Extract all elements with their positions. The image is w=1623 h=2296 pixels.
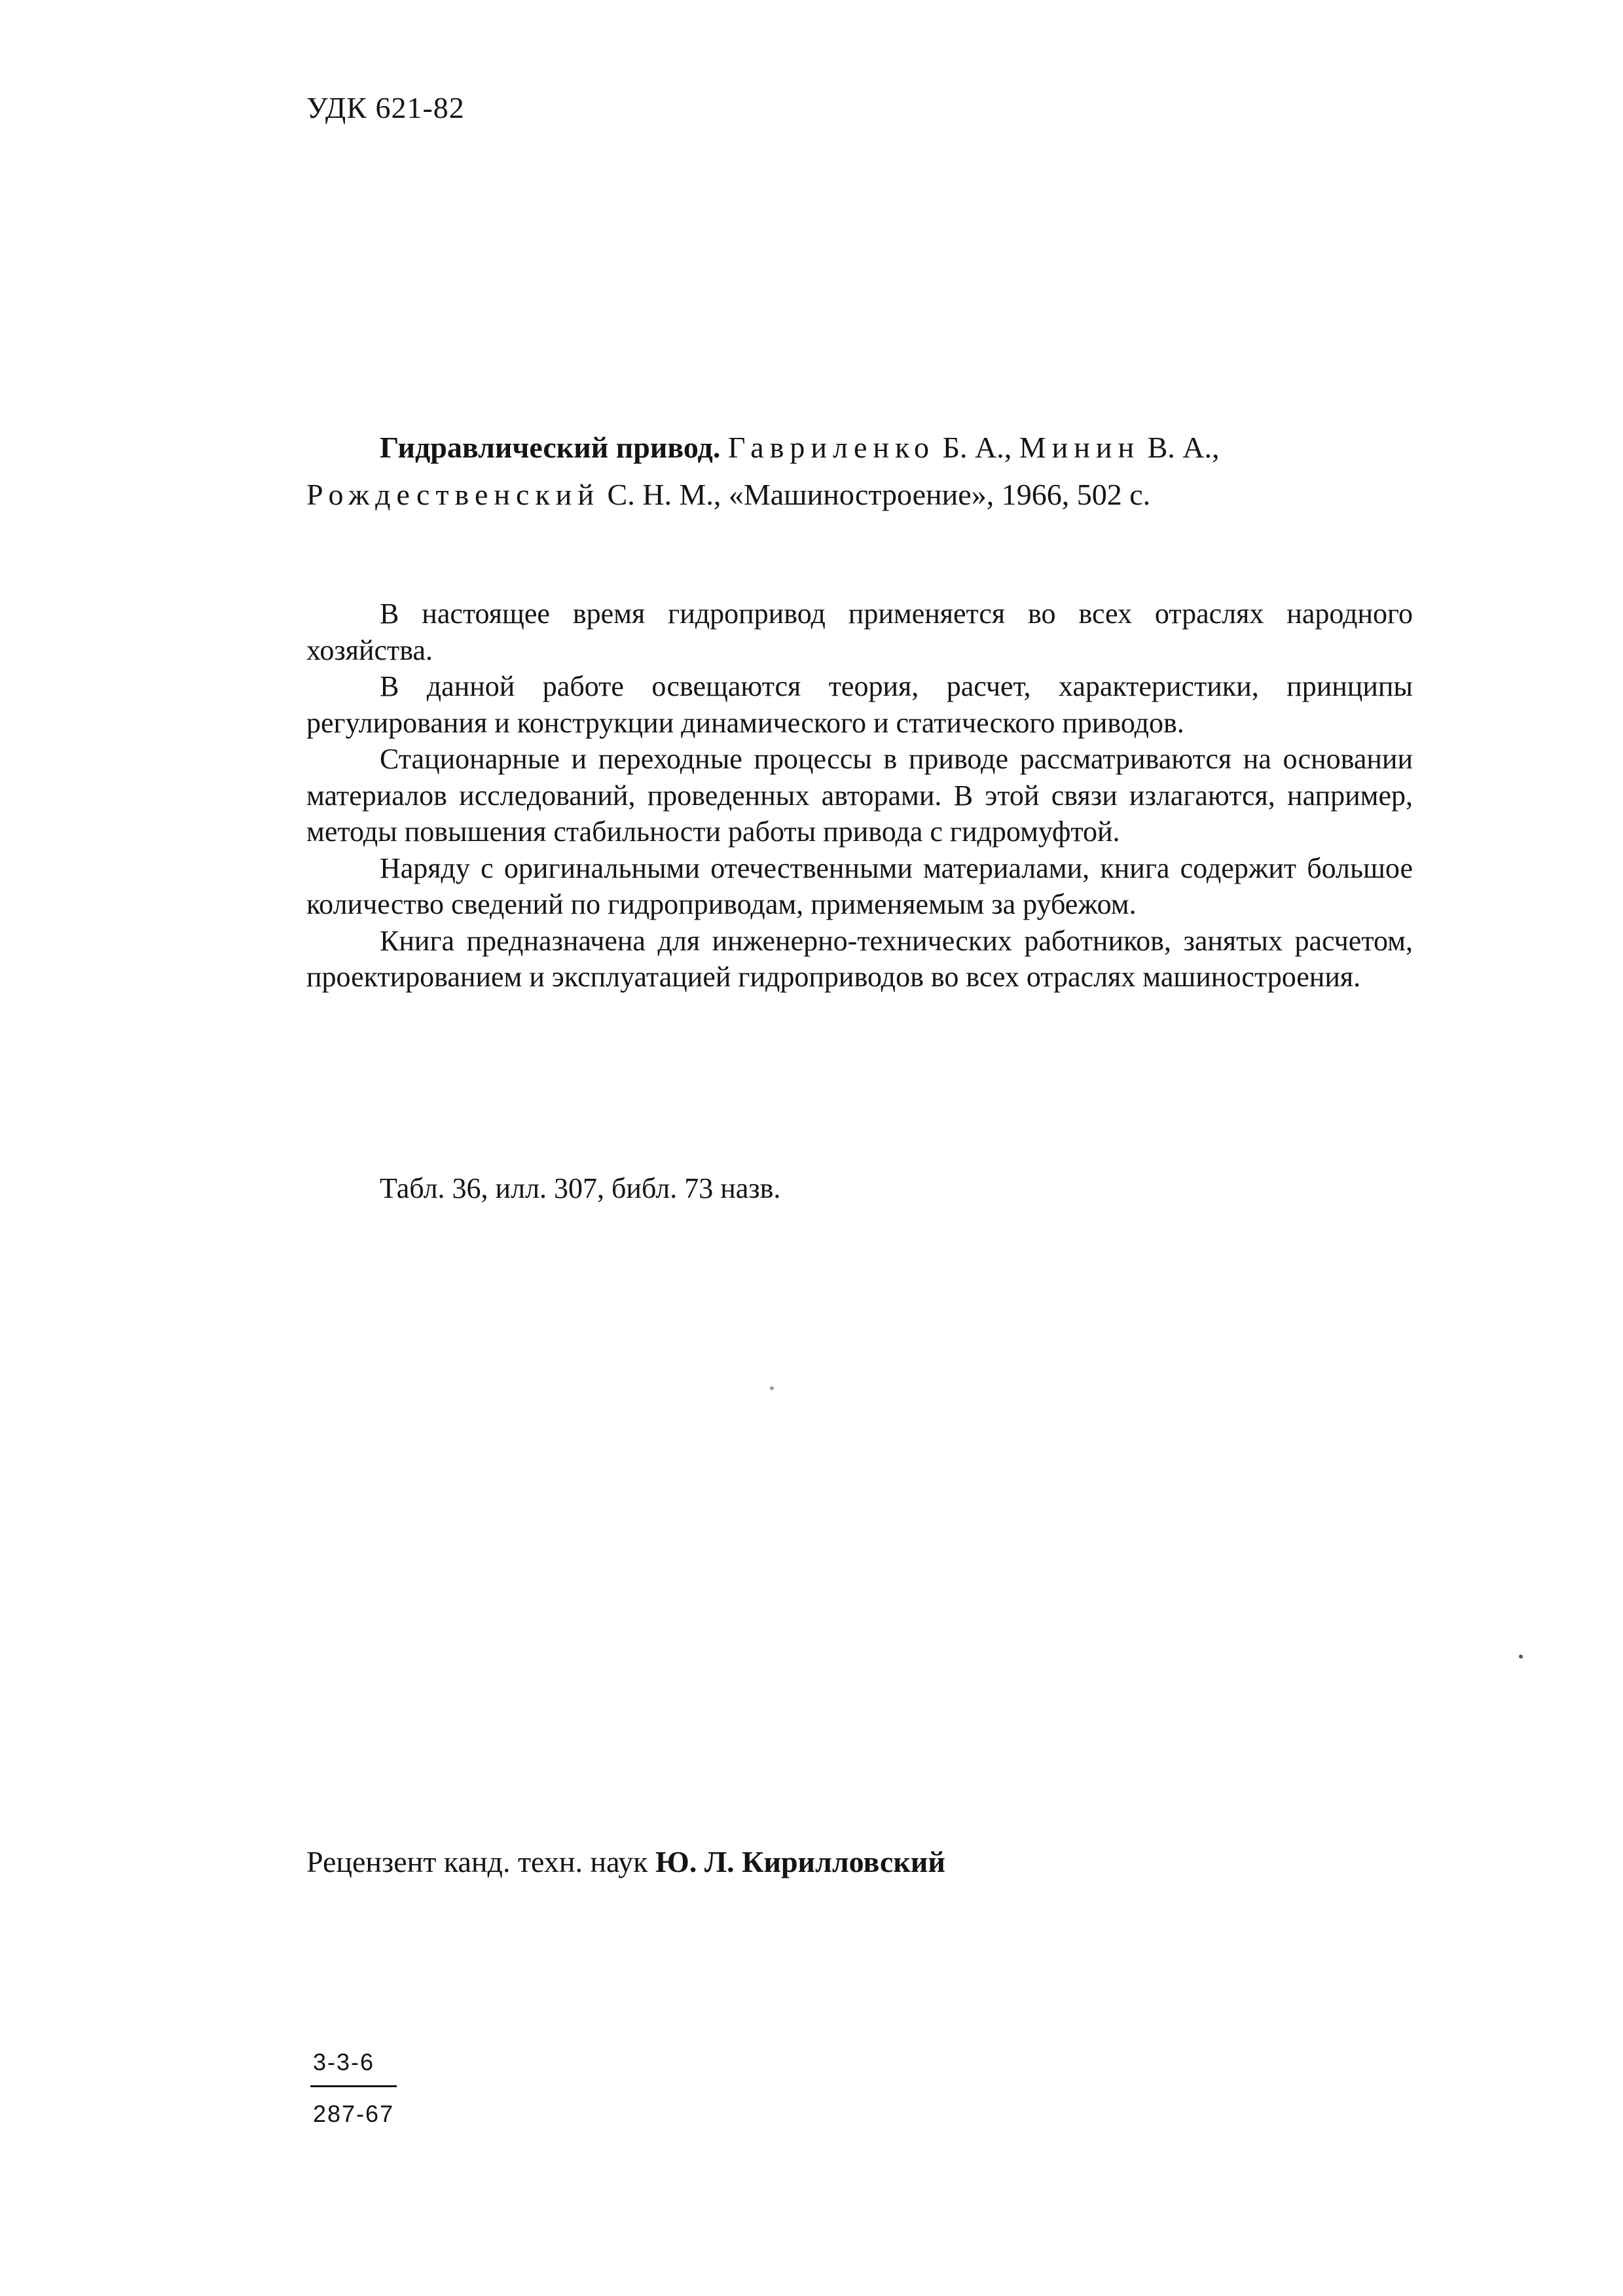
udk-code: УДК 621-82 bbox=[306, 91, 465, 124]
author-initials-3: С. Н. М., bbox=[607, 478, 721, 511]
annotation-paragraph: В настоящее время гидропривод применяется во всех отраслях народного хозяйства. bbox=[306, 598, 1413, 666]
catalog-codes bbox=[310, 2049, 397, 2128]
bibliography-line-2 bbox=[306, 478, 1150, 511]
annotation bbox=[306, 596, 1413, 996]
annotation-paragraph: Книга предназначена для инженерно-технических работников, занятых расчетом, проектированием и эксплуатацией гидроприводов во всех отраслях машиностроения. bbox=[306, 924, 1413, 993]
author-initials-2: В. А., bbox=[1147, 431, 1220, 464]
author-surname-1: Гавриленко bbox=[727, 431, 936, 464]
annotation-paragraph: В данной работе освещаются теория, расчет, характеристики, принципы регулирования и конструкции динамического и статического приводов. bbox=[306, 670, 1413, 739]
author-surname-3: Рождественский bbox=[306, 478, 600, 511]
reviewer-line bbox=[306, 1844, 945, 1879]
catalog-code-top: 3-3-6 bbox=[310, 2049, 397, 2087]
book-title: Гидравлический привод. bbox=[380, 431, 721, 464]
scan-speck bbox=[1519, 1655, 1523, 1659]
reviewer-name: Ю. Л. Кирилловский bbox=[655, 1845, 945, 1878]
reviewer-label: Рецензент канд. техн. наук bbox=[306, 1845, 648, 1878]
publisher-info: «Машиностроение», 1966, 502 с. bbox=[728, 478, 1151, 511]
annotation-paragraph: Стационарные и переходные процессы в приводе рассматриваются на основании материалов исследований, проведенных авторами. В этой связи излагаются, например, методы повышения стабильности работы привода с гидромуфтой. bbox=[306, 743, 1413, 848]
annotation-paragraph: Наряду с оригинальными отечественными материалами, книга содержит большое количество сведений по гидроприводам, применяемым за рубежом. bbox=[306, 852, 1413, 920]
scan-speck bbox=[770, 1386, 774, 1390]
author-initials-1: Б. А., bbox=[942, 431, 1012, 464]
book-statistics: Табл. 36, илл. 307, библ. 73 назв. bbox=[380, 1172, 781, 1204]
catalog-code-bottom: 287-67 bbox=[313, 2100, 395, 2127]
bibliography-line-1 bbox=[306, 424, 1413, 471]
bibliographic-description bbox=[306, 424, 1413, 518]
author-surname-2: Минин bbox=[1019, 431, 1140, 464]
